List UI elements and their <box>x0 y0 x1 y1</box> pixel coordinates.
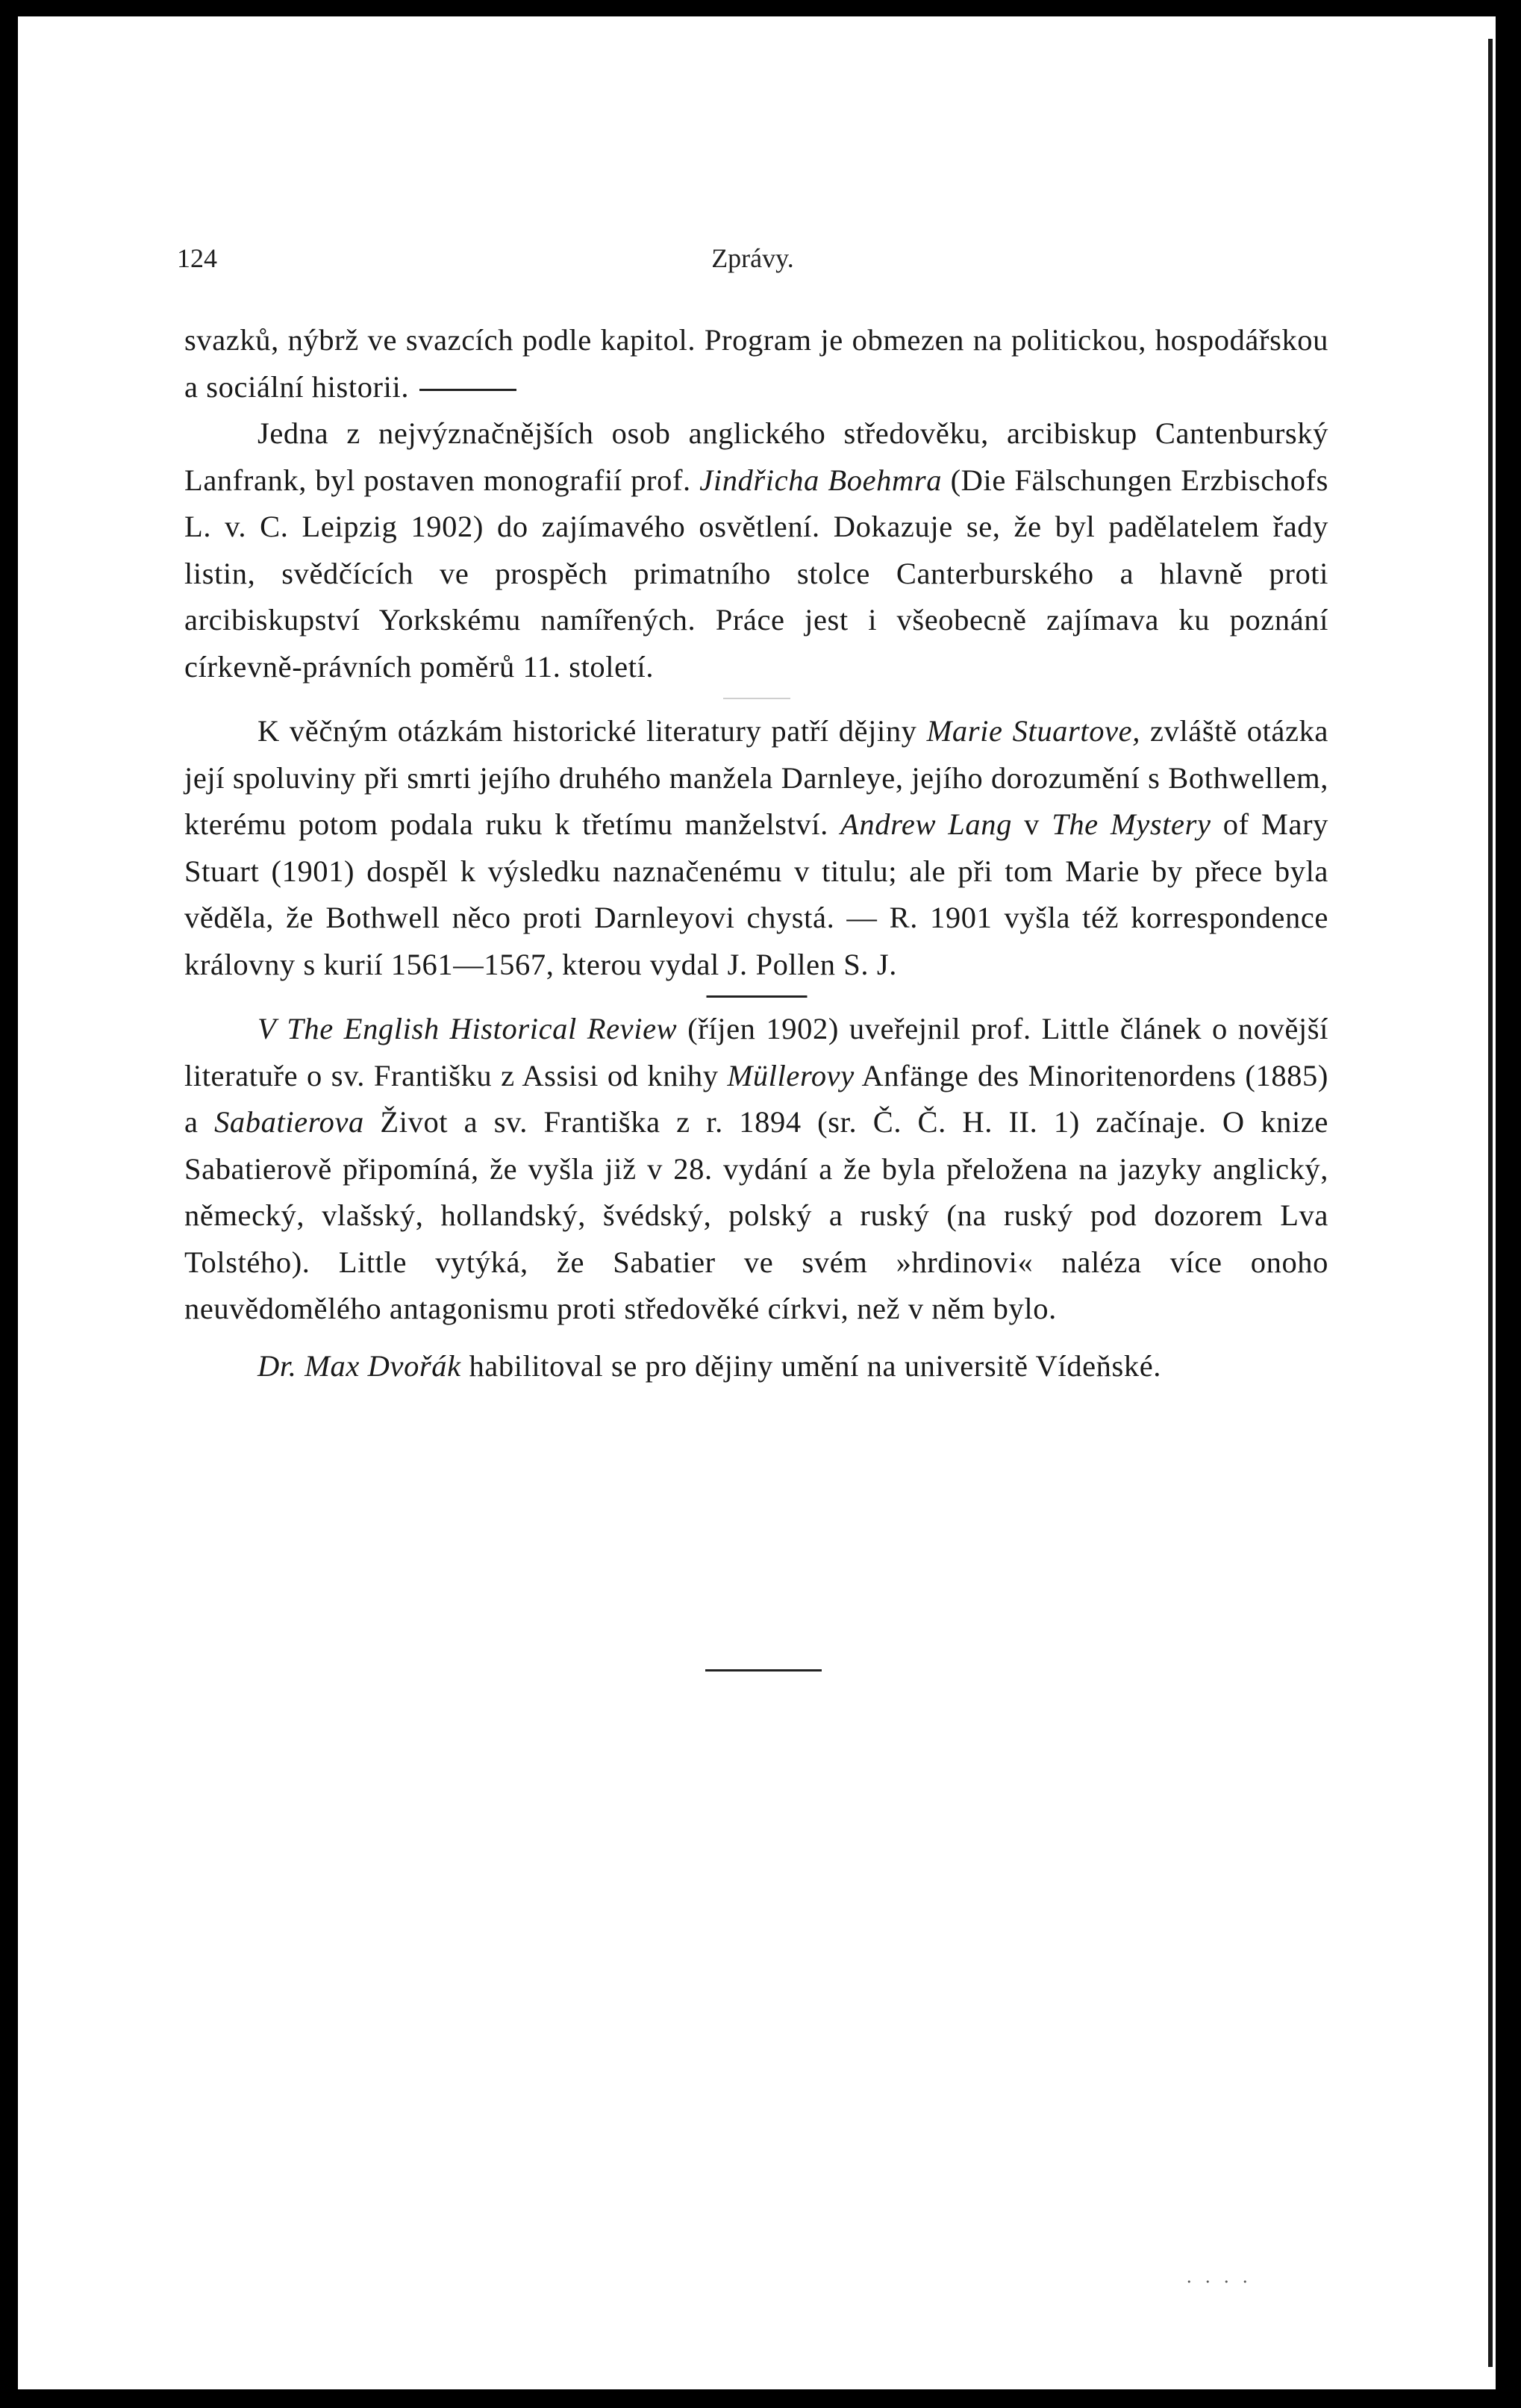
author-name: Jindřicha Boehmra <box>699 463 943 497</box>
journal-title: The English Historical Review <box>287 1012 678 1045</box>
page-number: 124 <box>177 243 217 273</box>
paragraph-lanfrank: Jedna z nejvýznačnějších osob anglického středověku, arcibiskup Cantenburský Lanfrank, byl postaven monografií prof. Jindřicha Boehmra (Die Fälschungen Erzbischofs L. v. C. Leipzig 1902) do zajímavého osvětlení. Dokazuje se, že byl padělatelem řady listin, svědčících ve prospěch primatního stolce Canterburského a hlavně proti arcibiskupství Yorkskému namířených. Práce jest i všeobecně zajímava ku poznání církevně-právních poměrů 11. století. <box>184 416 1329 684</box>
author-name: Sabatierova <box>214 1105 364 1139</box>
paragraph-mary-stuart: K věčným otázkám historické literatury patří dějiny Marie Stuartove, zvláště otázka její spoluviny při smrti jejího druhého manžela Darnleye, jejího dorozumění s Bothwellem, kterému potom podala ruku k třetímu manželství. Andrew Lang v The Mystery of Mary Stuart (1901) dospěl k výsledku naznačenému v titulu; ale při tom Marie by přece byla věděla, že Bothwell něco proti Darnleyovi chystá. — R. 1901 vyšla též korrespondence královny s kurií 1561—1567, kterou vydal J. Pollen S. J. <box>184 714 1329 981</box>
page-header <box>177 243 1328 287</box>
article-body <box>184 317 1328 1389</box>
section-rule <box>184 988 1328 1006</box>
book-title: The Mystery <box>1052 807 1211 841</box>
running-title: Zprávy. <box>711 243 794 273</box>
section-rule <box>419 389 516 391</box>
page-edge-shadow <box>1488 39 1493 2367</box>
scan-specks: . . . . <box>1187 2265 1252 2287</box>
paragraph-english-review: V The English Historical Review (říjen 1902) uveřejnil prof. Little článek o novější literatuře o sv. Františku z Assisi od knihy Müllerovy Anfänge des Minoritenordens (1885) a Sabatierova Život a sv. Františka z r. 1894 (sr. Č. Č. H. II. 1) začínaje. O knize Sabatierově připomíná, že vyšla již v 28. vydání a že byla přeložena na jazyky anglický, německý, vlašský, hollandský, švédský, polský a ruský (na ruský pod dozorem Lva Tolstého). Little vytýká, že Sabatier ve svém »hrdinovi« naléza více onoho neuvědomělého antagonismu proti středověké církvi, než v něm bylo. <box>184 1012 1328 1325</box>
title-name: Marie Stuartove, <box>926 714 1140 748</box>
author-name: Andrew Lang <box>840 807 1012 841</box>
author-name: Müllerovy <box>727 1058 855 1092</box>
end-rule <box>705 1669 822 1671</box>
paragraph-intro: svazků, nýbrž ve svazcích podle kapitol. Program je obmezen na politickou, hospodářskou a sociální historii. <box>184 323 1328 404</box>
section-rule-faint <box>184 690 1328 708</box>
paragraph-dvorak: Dr. Max Dvořák habilitoval se pro dějiny umění na universitě Vídeňské. <box>257 1348 1162 1383</box>
person-name: Dr. Max Dvořák <box>257 1348 461 1383</box>
